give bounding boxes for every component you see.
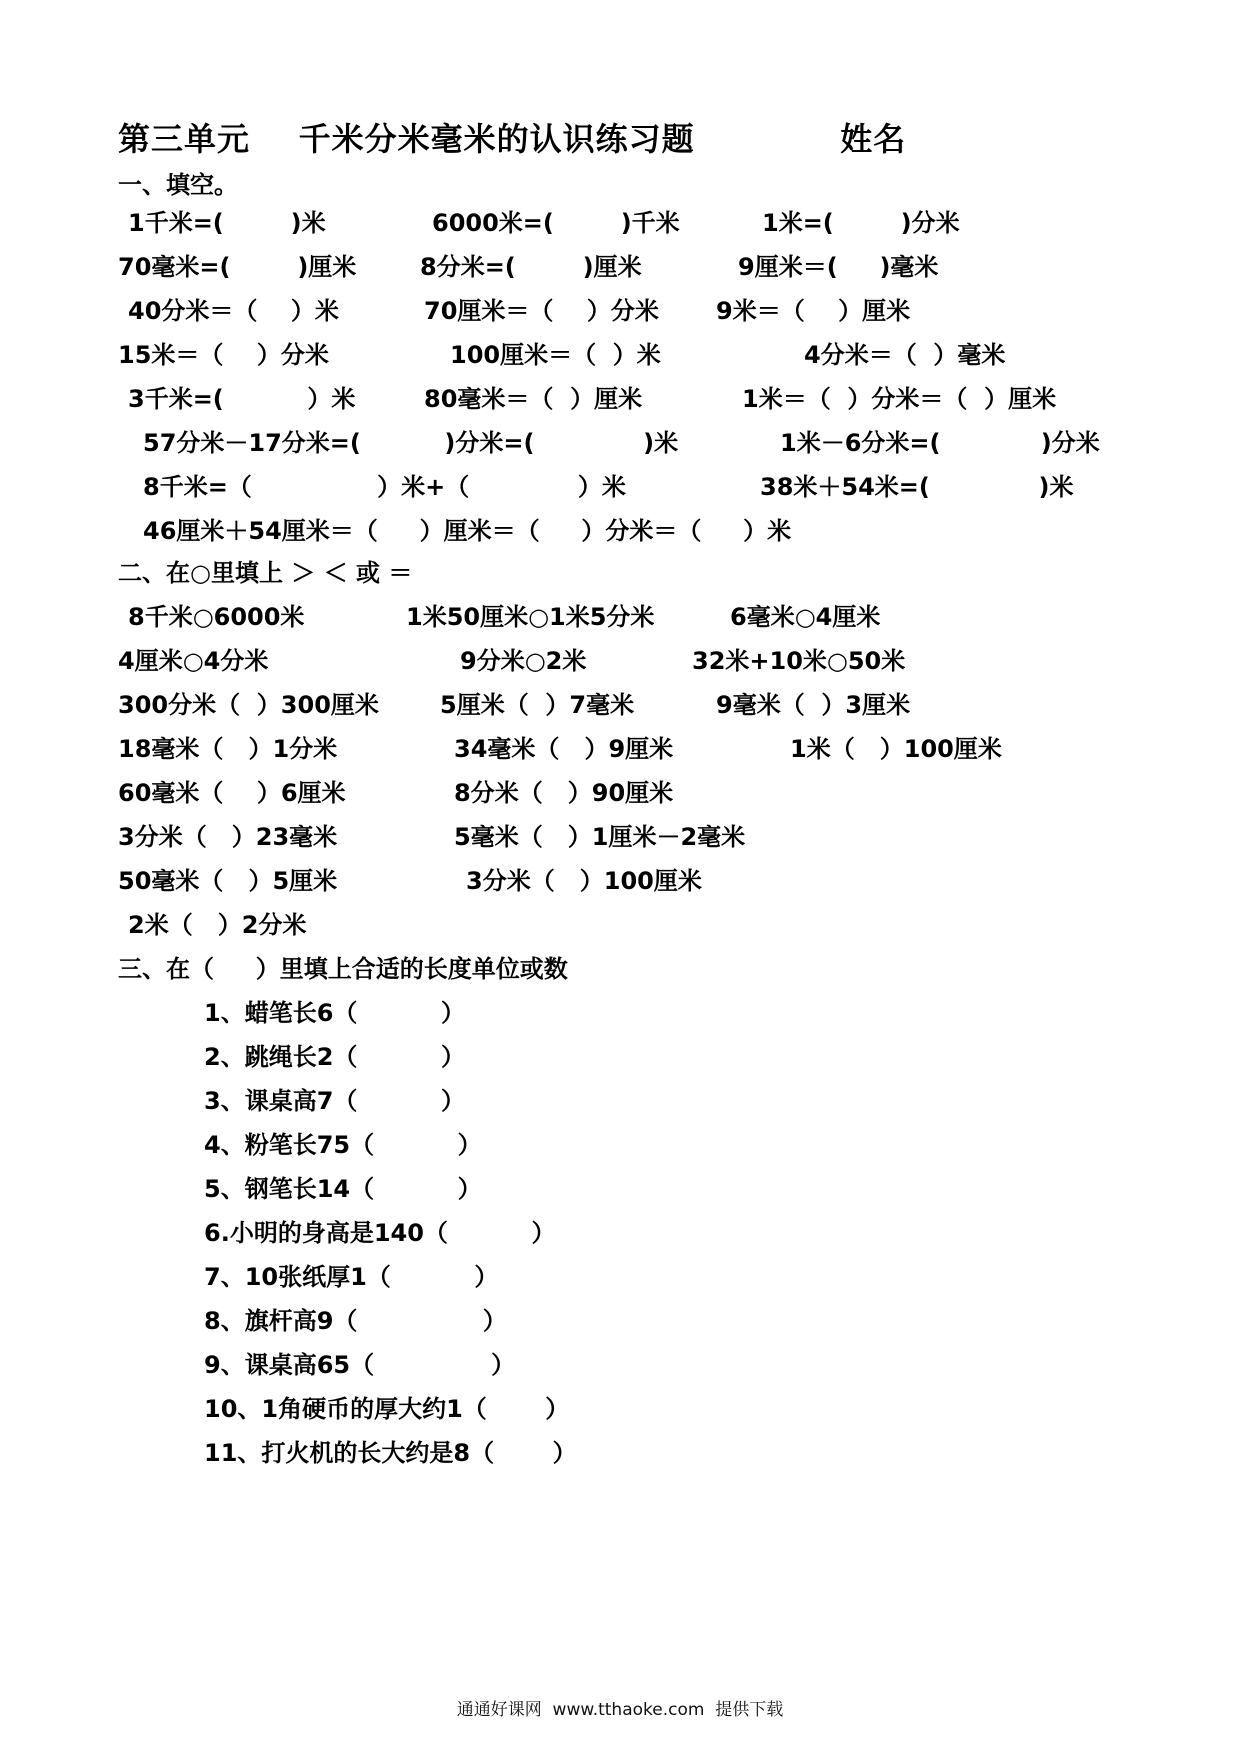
exercise-item: 7、10张纸厚1（ ） xyxy=(204,1263,499,1291)
exercise-item: 100厘米＝（ ）米 xyxy=(450,341,661,369)
exercise-row xyxy=(0,1345,1240,1379)
exercise-item: 6.小明的身高是140（ ） xyxy=(204,1219,556,1247)
exercise-item: 6毫米○4厘米 xyxy=(730,603,881,631)
exercise-item: 60毫米（ ）6厘米 xyxy=(118,779,346,807)
exercise-item: 9、课桌高65（ ） xyxy=(204,1351,516,1379)
exercise-row xyxy=(0,641,1240,675)
exercise-item: 1米＝（ ）分米＝（ ）厘米 xyxy=(742,385,1057,413)
page-title: 第三单元 千米分米毫米的认识练习题 姓名 xyxy=(118,120,907,158)
exercise-row xyxy=(0,597,1240,631)
exercise-row xyxy=(0,1433,1240,1467)
exercise-item: 9米＝（ ）厘米 xyxy=(716,297,911,325)
exercise-row xyxy=(0,1081,1240,1115)
exercise-item: 5厘米（ ）7毫米 xyxy=(440,691,635,719)
exercise-item: 10、1角硬币的厚大约1（ ） xyxy=(204,1395,570,1423)
exercise-row xyxy=(0,1213,1240,1247)
section-heading-fill-blanks: 一、填空。 xyxy=(118,171,238,199)
exercise-item: 15米＝（ ）分米 xyxy=(118,341,329,369)
exercise-row xyxy=(0,511,1240,545)
exercise-row xyxy=(0,1037,1240,1071)
exercise-item: 2、跳绳长2（ ） xyxy=(204,1043,465,1071)
exercise-row xyxy=(0,685,1240,719)
exercise-item: 70厘米＝（ ）分米 xyxy=(424,297,659,325)
exercise-item: 1千米=( )米 xyxy=(128,209,326,237)
exercise-item: 3分米（ ）100厘米 xyxy=(466,867,702,895)
exercise-item: 8千米○6000米 xyxy=(128,603,305,631)
exercise-item: 3千米=( ）米 xyxy=(128,385,356,413)
exercise-row xyxy=(0,993,1240,1027)
exercise-item: 6000米=( )千米 xyxy=(432,209,680,237)
exercise-item: 1米（ ）100厘米 xyxy=(790,735,1002,763)
exercise-item: 8、旗杆高9（ ） xyxy=(204,1307,507,1335)
exercise-item: 11、打火机的长大约是8（ ） xyxy=(204,1439,577,1467)
exercise-item: 8分米=( )厘米 xyxy=(420,253,642,281)
section-heading-units: 三、在（ ）里填上合适的长度单位或数 xyxy=(118,955,568,983)
exercise-item: 2米（ ）2分米 xyxy=(128,911,307,939)
exercise-row xyxy=(0,291,1240,325)
exercise-item: 5毫米（ ）1厘米－2毫米 xyxy=(454,823,746,851)
exercise-row xyxy=(0,1125,1240,1159)
section-heading-compare: 二、在○里填上 ＞ ＜ 或 ＝ xyxy=(118,559,413,587)
exercise-item: 300分米（ ）300厘米 xyxy=(118,691,379,719)
exercise-row xyxy=(0,335,1240,369)
exercise-item: 57分米－17分米=( )分米=( )米 xyxy=(143,429,679,457)
exercise-row xyxy=(0,817,1240,851)
exercise-row xyxy=(0,379,1240,413)
exercise-item: 5、钢笔长14（ ） xyxy=(204,1175,482,1203)
exercise-item: 9分米○2米 xyxy=(460,647,587,675)
exercise-item: 4厘米○4分米 xyxy=(118,647,269,675)
page-footer: 通通好课网 www.tthaoke.com 提供下载 xyxy=(456,1700,784,1720)
exercise-item: 3分米（ ）23毫米 xyxy=(118,823,338,851)
exercise-item: 38米＋54米=( )米 xyxy=(760,473,1074,501)
exercise-row xyxy=(0,467,1240,501)
exercise-row xyxy=(0,861,1240,895)
exercise-row xyxy=(0,729,1240,763)
exercise-row xyxy=(0,423,1240,457)
exercise-item: 3、课桌高7（ ） xyxy=(204,1087,465,1115)
exercise-item: 50毫米（ ）5厘米 xyxy=(118,867,338,895)
exercise-item: 70毫米=( )厘米 xyxy=(118,253,357,281)
exercise-item: 1米－6分米=( )分米 xyxy=(780,429,1100,457)
exercise-row xyxy=(0,1257,1240,1291)
exercise-row xyxy=(0,1169,1240,1203)
exercise-item: 4分米＝（ ）毫米 xyxy=(804,341,1006,369)
exercise-item: 32米+10米○50米 xyxy=(692,647,906,675)
exercise-row xyxy=(0,905,1240,939)
exercise-item: 9厘米＝( )毫米 xyxy=(738,253,939,281)
exercise-item: 8千米=（ ）米+（ ）米 xyxy=(143,473,626,501)
exercise-row xyxy=(0,247,1240,281)
exercise-item: 4、粉笔长75（ ） xyxy=(204,1131,482,1159)
exercise-row xyxy=(0,773,1240,807)
exercise-item: 80毫米＝（ ）厘米 xyxy=(424,385,643,413)
exercise-row xyxy=(0,1301,1240,1335)
exercise-row xyxy=(0,1389,1240,1423)
exercise-item: 1、蜡笔长6（ ） xyxy=(204,999,465,1027)
exercise-item: 40分米＝（ ）米 xyxy=(128,297,339,325)
exercise-row xyxy=(0,203,1240,237)
exercise-item: 18毫米（ ）1分米 xyxy=(118,735,338,763)
exercise-item: 1米=( )分米 xyxy=(762,209,960,237)
exercise-item: 46厘米＋54厘米＝（ ）厘米＝（ ）分米＝（ ）米 xyxy=(143,517,792,545)
exercise-item: 9毫米（ ）3厘米 xyxy=(716,691,911,719)
exercise-item: 34毫米（ ）9厘米 xyxy=(454,735,674,763)
exercise-item: 1米50厘米○1米5分米 xyxy=(406,603,655,631)
exercise-item: 8分米（ ）90厘米 xyxy=(454,779,674,807)
